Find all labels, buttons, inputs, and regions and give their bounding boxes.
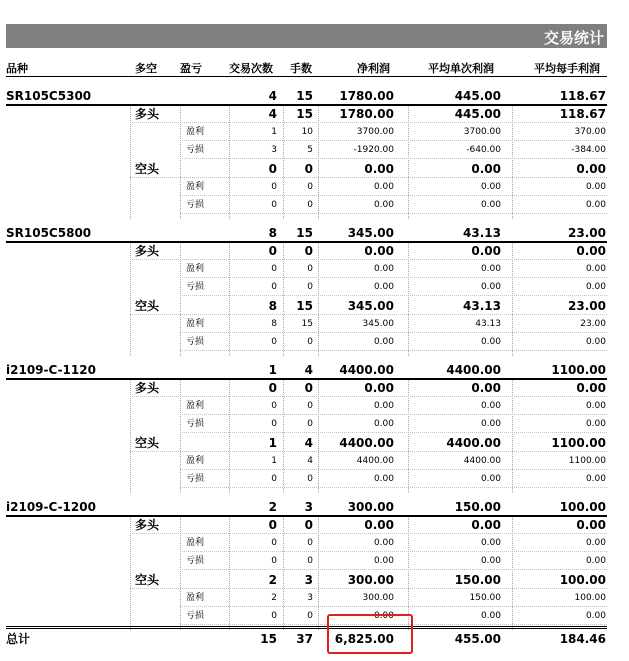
detail-count: 0 [271, 200, 277, 210]
direction-avg-lot: 0.00 [576, 518, 606, 532]
direction-count: 4 [268, 107, 277, 121]
detail-avg-lot: 0.00 [585, 419, 606, 430]
direction-net: 0.00 [364, 161, 394, 176]
detail-count: 0 [271, 611, 277, 621]
header-direction: 多空 [135, 62, 157, 75]
direction-net: 1780.00 [339, 107, 394, 121]
row-separator [180, 569, 607, 570]
group-product-name: i2109-C-1200 [6, 500, 96, 514]
detail-net: -1920.00 [353, 145, 394, 156]
detail-lots: 0 [307, 264, 313, 275]
direction-count: 8 [268, 298, 277, 313]
detail-avg-lot: 23.00 [580, 318, 606, 329]
group-total-lots: 15 [296, 89, 313, 103]
net-profit-total-highlight-box [327, 614, 413, 654]
direction-avg-lot: 23.00 [568, 298, 606, 313]
direction-label: 空头 [135, 572, 160, 587]
detail-count: 0 [271, 337, 277, 347]
row-separator [130, 122, 607, 123]
group-total-avg-trade: 445.00 [454, 89, 501, 103]
detail-count: 8 [271, 318, 277, 329]
detail-count: 0 [271, 556, 277, 567]
direction-label: 多头 [135, 244, 160, 258]
direction-label: 多头 [135, 381, 160, 395]
detail-lots: 0 [307, 200, 313, 210]
row-separator [180, 158, 607, 159]
direction-avg-trade: 0.00 [471, 381, 501, 395]
group-total-net: 4400.00 [339, 363, 394, 377]
detail-lots: 0 [307, 337, 313, 347]
detail-avg-trade: 0.00 [480, 419, 501, 430]
row-separator [130, 451, 607, 452]
detail-avg-lot: 0.00 [585, 337, 606, 347]
detail-lots: 0 [307, 474, 313, 484]
report-title: 交易统计 [543, 29, 604, 47]
profit-loss-label: 亏损 [186, 556, 205, 567]
direction-avg-trade: 0.00 [471, 518, 501, 532]
row-separator [180, 277, 607, 278]
direction-lots: 15 [296, 298, 313, 313]
direction-label: 空头 [135, 298, 160, 313]
direction-lots: 0 [304, 518, 313, 532]
detail-lots: 0 [307, 538, 313, 549]
detail-avg-lot: -384.00 [571, 145, 606, 156]
detail-avg-trade: 0.00 [480, 264, 501, 275]
profit-loss-label: 亏损 [186, 200, 205, 210]
row-separator [180, 350, 607, 351]
detail-avg-lot: 0.00 [585, 181, 606, 192]
header-avg-per-trade: 平均单次利润 [428, 62, 494, 75]
detail-avg-trade: 0.00 [480, 200, 501, 210]
row-separator [180, 332, 607, 333]
detail-avg-lot: 100.00 [574, 592, 606, 603]
profit-loss-label: 盈利 [186, 127, 205, 138]
group-total-count: 1 [268, 363, 277, 377]
detail-avg-trade: 0.00 [480, 181, 501, 192]
header-rule [6, 76, 607, 77]
group-total-avg-lot: 100.00 [559, 500, 606, 514]
group-total-count: 2 [268, 500, 277, 514]
group-product-name: SR105C5800 [6, 226, 92, 240]
profit-loss-label: 盈利 [186, 592, 205, 603]
row-separator [180, 295, 607, 296]
total-net-profit: 6,825.00 [334, 632, 394, 646]
header-profit-loss: 盈亏 [180, 62, 202, 75]
detail-avg-trade: 43.13 [475, 318, 501, 329]
detail-avg-lot: 0.00 [585, 282, 606, 293]
direction-lots: 0 [304, 244, 313, 258]
direction-lots: 0 [304, 381, 313, 395]
detail-avg-trade: 150.00 [469, 592, 501, 603]
header-net-profit: 净利润 [357, 62, 390, 75]
group-total-avg-trade: 4400.00 [446, 363, 501, 377]
detail-avg-trade: 0.00 [480, 538, 501, 549]
detail-count: 0 [271, 282, 277, 293]
header-lots: 手数 [290, 62, 312, 75]
group-product-name: SR105C5300 [6, 89, 92, 103]
direction-count: 1 [268, 435, 277, 450]
detail-net: 3700.00 [356, 127, 394, 138]
detail-net: 345.00 [362, 318, 394, 329]
total-rule [6, 626, 607, 629]
direction-count: 0 [268, 244, 277, 258]
profit-loss-label: 盈利 [186, 455, 205, 466]
detail-net: 0.00 [373, 282, 394, 293]
row-separator [180, 432, 607, 433]
group-total-avg-trade: 150.00 [454, 500, 501, 514]
detail-net: 0.00 [373, 419, 394, 430]
row-separator [130, 314, 607, 315]
detail-lots: 0 [307, 611, 313, 621]
detail-avg-lot: 0.00 [585, 264, 606, 275]
header-product: 品种 [6, 62, 28, 75]
group-total-lots: 4 [304, 363, 313, 377]
detail-count: 0 [271, 181, 277, 192]
detail-avg-trade: 0.00 [480, 401, 501, 412]
profit-loss-label: 亏损 [186, 145, 205, 156]
total-trade-count: 15 [260, 632, 277, 646]
detail-count: 0 [271, 419, 277, 430]
group-total-avg-trade: 43.13 [463, 226, 501, 240]
row-separator [180, 606, 607, 607]
detail-net: 0.00 [373, 474, 394, 484]
detail-lots: 15 [301, 318, 313, 329]
detail-count: 0 [271, 401, 277, 412]
group-product-name: i2109-C-1120 [6, 363, 96, 377]
detail-avg-lot: 0.00 [585, 556, 606, 567]
direction-avg-trade: 445.00 [454, 107, 501, 121]
row-separator [180, 213, 607, 214]
group-total-lots: 3 [304, 500, 313, 514]
group-total-lots: 15 [296, 226, 313, 240]
detail-lots: 4 [307, 455, 313, 466]
profit-loss-label: 盈利 [186, 181, 205, 192]
profit-loss-label: 亏损 [186, 474, 205, 484]
detail-avg-lot: 0.00 [585, 200, 606, 210]
detail-net: 0.00 [373, 181, 394, 192]
direction-net: 345.00 [347, 298, 394, 313]
detail-net: 0.00 [373, 337, 394, 347]
detail-lots: 0 [307, 401, 313, 412]
row-separator [130, 177, 607, 178]
detail-avg-lot: 0.00 [585, 401, 606, 412]
profit-loss-label: 亏损 [186, 337, 205, 347]
profit-loss-label: 亏损 [186, 611, 205, 621]
detail-net: 0.00 [373, 538, 394, 549]
group-total-count: 4 [268, 89, 277, 103]
direction-net: 0.00 [364, 244, 394, 258]
profit-loss-label: 盈利 [186, 538, 205, 549]
detail-lots: 0 [307, 556, 313, 567]
detail-lots: 0 [307, 419, 313, 430]
direction-avg-trade: 0.00 [471, 161, 501, 176]
detail-count: 2 [271, 592, 277, 603]
direction-count: 0 [268, 161, 277, 176]
row-separator [130, 533, 607, 534]
direction-lots: 15 [296, 107, 313, 121]
group-total-count: 8 [268, 226, 277, 240]
detail-net: 0.00 [373, 556, 394, 567]
direction-lots: 4 [304, 435, 313, 450]
direction-avg-trade: 43.13 [463, 298, 501, 313]
row-separator [130, 588, 607, 589]
direction-label: 多头 [135, 107, 160, 121]
profit-loss-label: 盈利 [186, 318, 205, 329]
detail-net: 0.00 [373, 264, 394, 275]
total-label: 总计 [6, 632, 31, 646]
direction-avg-lot: 118.67 [559, 107, 606, 121]
detail-avg-lot: 370.00 [574, 127, 606, 138]
row-separator [180, 551, 607, 552]
profit-loss-label: 盈利 [186, 401, 205, 412]
detail-count: 3 [271, 145, 277, 156]
group-total-net: 300.00 [347, 500, 394, 514]
detail-avg-lot: 0.00 [585, 611, 606, 621]
detail-avg-trade: 0.00 [480, 556, 501, 567]
detail-avg-trade: 0.00 [480, 474, 501, 484]
detail-avg-trade: 4400.00 [463, 455, 501, 466]
row-separator [180, 140, 607, 141]
direction-net: 0.00 [364, 518, 394, 532]
profit-loss-label: 亏损 [186, 419, 205, 430]
row-separator [180, 469, 607, 470]
direction-avg-trade: 4400.00 [446, 435, 501, 450]
detail-avg-trade: -640.00 [466, 145, 501, 156]
direction-label: 多头 [135, 518, 160, 532]
group-total-net: 1780.00 [339, 89, 394, 103]
row-separator [180, 414, 607, 415]
direction-avg-lot: 0.00 [576, 244, 606, 258]
direction-lots: 0 [304, 161, 313, 176]
detail-lots: 0 [307, 181, 313, 192]
title-bar [6, 24, 607, 48]
direction-avg-lot: 0.00 [576, 381, 606, 395]
header-avg-per-lot: 平均每手利润 [534, 62, 600, 75]
row-separator [180, 195, 607, 196]
detail-avg-lot: 1100.00 [568, 455, 606, 466]
detail-avg-trade: 0.00 [480, 337, 501, 347]
group-total-net: 345.00 [347, 226, 394, 240]
group-total-avg-lot: 1100.00 [551, 363, 606, 377]
detail-count: 0 [271, 264, 277, 275]
profit-loss-label: 亏损 [186, 282, 205, 293]
detail-lots: 5 [307, 145, 313, 156]
direction-count: 0 [268, 381, 277, 395]
direction-net: 4400.00 [339, 435, 394, 450]
detail-lots: 0 [307, 282, 313, 293]
group-total-avg-lot: 118.67 [559, 89, 606, 103]
row-separator [130, 396, 607, 397]
row-separator [130, 259, 607, 260]
detail-count: 0 [271, 538, 277, 549]
header-trade-count: 交易次数 [229, 62, 273, 75]
total-avg-per-lot: 184.46 [559, 632, 606, 646]
direction-count: 0 [268, 518, 277, 532]
direction-avg-lot: 0.00 [576, 161, 606, 176]
detail-count: 1 [271, 455, 277, 466]
profit-loss-label: 盈利 [186, 264, 205, 275]
direction-avg-lot: 1100.00 [551, 435, 606, 450]
direction-count: 2 [268, 572, 277, 587]
detail-count: 0 [271, 474, 277, 484]
total-avg-per-trade: 455.00 [454, 632, 501, 646]
direction-avg-trade: 150.00 [454, 572, 501, 587]
direction-net: 0.00 [364, 381, 394, 395]
direction-net: 300.00 [347, 572, 394, 587]
detail-lots: 3 [307, 592, 313, 603]
detail-net: 0.00 [373, 611, 394, 621]
direction-label: 空头 [135, 161, 160, 176]
detail-net: 300.00 [362, 592, 394, 603]
detail-net: 0.00 [373, 200, 394, 210]
detail-avg-trade: 0.00 [480, 611, 501, 621]
detail-avg-lot: 0.00 [585, 538, 606, 549]
detail-avg-trade: 0.00 [480, 282, 501, 293]
direction-avg-trade: 0.00 [471, 244, 501, 258]
direction-label: 空头 [135, 435, 160, 450]
direction-avg-lot: 100.00 [559, 572, 606, 587]
group-total-avg-lot: 23.00 [568, 226, 606, 240]
total-lots: 37 [296, 632, 313, 646]
detail-avg-trade: 3700.00 [463, 127, 501, 138]
detail-net: 4400.00 [356, 455, 394, 466]
detail-count: 1 [271, 127, 277, 138]
detail-net: 0.00 [373, 401, 394, 412]
row-separator [180, 487, 607, 488]
direction-lots: 3 [304, 572, 313, 587]
detail-lots: 10 [301, 127, 313, 138]
detail-avg-lot: 0.00 [585, 474, 606, 484]
